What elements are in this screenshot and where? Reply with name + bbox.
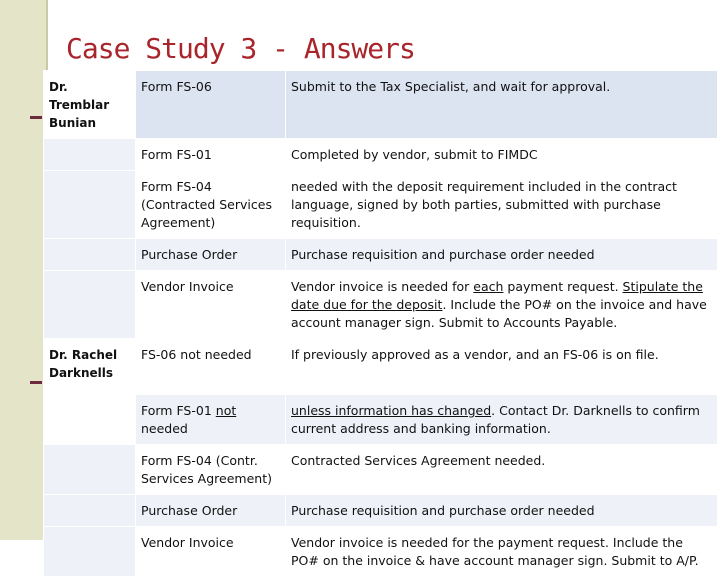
answers-table bbox=[43, 70, 718, 577]
description-cell: needed with the deposit requirement included in the contract language, signed by both parties, submitted with purchase requisition. bbox=[286, 171, 718, 239]
table-row bbox=[44, 171, 718, 239]
description-cell bbox=[286, 271, 718, 339]
person-cell-empty bbox=[44, 495, 136, 527]
item-cell: Vendor Invoice bbox=[136, 271, 286, 339]
person-cell-empty bbox=[44, 171, 136, 239]
item-cell: Form FS-04 (Contr. Services Agreement) bbox=[136, 445, 286, 495]
underlined-text: Stipulate the date due for the deposit bbox=[291, 279, 703, 312]
table-row bbox=[44, 445, 718, 495]
table-row bbox=[44, 495, 718, 527]
person-cell-empty bbox=[44, 139, 136, 171]
description-cell: Completed by vendor, submit to FIMDC bbox=[286, 139, 718, 171]
person-cell-empty bbox=[44, 271, 136, 339]
table-row bbox=[44, 139, 718, 171]
item-cell: Form FS-01 bbox=[136, 139, 286, 171]
table-row bbox=[44, 395, 718, 445]
description-cell: Purchase requisition and purchase order needed bbox=[286, 495, 718, 527]
description-cell: Submit to the Tax Specialist, and wait for approval. bbox=[286, 71, 718, 139]
page-title: Case Study 3 - Answers bbox=[66, 32, 415, 65]
left-decorative-band bbox=[0, 0, 48, 540]
person-name-darknells: Dr. Rachel Darknells bbox=[44, 339, 136, 445]
divider-rule-bottom bbox=[30, 381, 42, 384]
person-name-tremblar: Dr. Tremblar Bunian bbox=[44, 71, 136, 139]
item-cell: Purchase Order bbox=[136, 239, 286, 271]
item-cell: Vendor Invoice bbox=[136, 527, 286, 577]
divider-rule-top bbox=[30, 116, 42, 119]
table-row bbox=[44, 339, 718, 395]
text-span: payment request. bbox=[503, 279, 623, 294]
item-cell: Form FS-04 (Contracted Services Agreement) bbox=[136, 171, 286, 239]
item-cell: Purchase Order bbox=[136, 495, 286, 527]
item-cell: FS-06 not needed bbox=[136, 339, 286, 395]
table-row bbox=[44, 527, 718, 577]
item-cell: Form FS-06 bbox=[136, 71, 286, 139]
text-span: Vendor invoice is needed for bbox=[291, 279, 474, 294]
description-cell bbox=[286, 395, 718, 445]
description-cell: Vendor invoice is needed for the payment request. Include the PO# on the invoice & have account manager sign. Submit to A/P. bbox=[286, 527, 718, 577]
description-cell: If previously approved as a vendor, and an FS-06 is on file. bbox=[286, 339, 718, 395]
underlined-text: each bbox=[473, 279, 504, 294]
text-span: Form FS-01 bbox=[141, 403, 216, 418]
underlined-text: unless information has changed bbox=[291, 403, 492, 418]
text-span: needed bbox=[141, 421, 188, 436]
item-cell bbox=[136, 395, 286, 445]
person-cell-empty bbox=[44, 239, 136, 271]
person-cell-empty bbox=[44, 527, 136, 577]
description-cell: Contracted Services Agreement needed. bbox=[286, 445, 718, 495]
text-span: . Include the PO# on the invoice and have account manager sign. Submit to Accounts Payable. bbox=[291, 297, 707, 330]
underlined-text: not bbox=[215, 403, 237, 418]
table-row bbox=[44, 239, 718, 271]
description-cell: Purchase requisition and purchase order needed bbox=[286, 239, 718, 271]
text-span: . Contact Dr. Darknells to confirm current address and banking information. bbox=[291, 403, 700, 436]
person-cell-empty bbox=[44, 445, 136, 495]
table-row bbox=[44, 271, 718, 339]
table-row bbox=[44, 71, 718, 139]
